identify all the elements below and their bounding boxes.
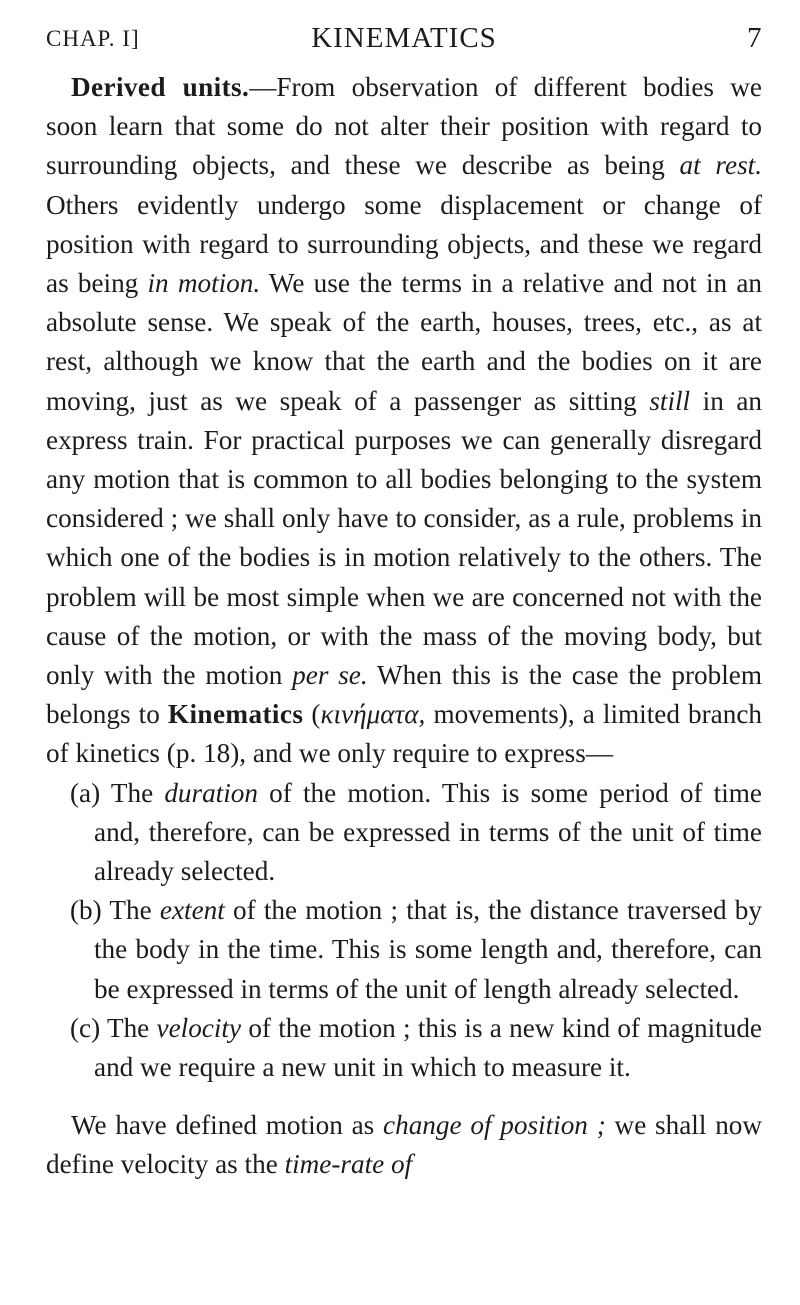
emphasis-per-se: per se. bbox=[292, 660, 368, 691]
requirements-list bbox=[46, 774, 762, 1088]
text-run: of the motion ; that is, the distance traversed by the body in the time. This is some length and, therefore, can be expressed in terms of the unit of length already selected. bbox=[94, 895, 762, 1004]
text-run: Others evidently undergo some displacement or change of position with regard to surrounding objects, and these we regard as being bbox=[46, 189, 762, 299]
emphasis-velocity: velocity bbox=[156, 1012, 242, 1043]
emphasis-in-motion: in motion. bbox=[147, 268, 261, 299]
list-item-velocity bbox=[46, 1009, 762, 1087]
body-text bbox=[46, 68, 762, 1185]
greek-word: κινήματα, bbox=[320, 699, 426, 730]
list-item-extent bbox=[46, 891, 762, 1009]
book-page bbox=[46, 22, 762, 1185]
text-run: ( bbox=[303, 699, 321, 730]
running-head bbox=[46, 22, 762, 62]
emphasis-still: still bbox=[649, 385, 691, 416]
text-run: The bbox=[101, 895, 160, 926]
text-run: The bbox=[100, 1012, 157, 1043]
emphasis-extent: extent bbox=[159, 895, 225, 926]
page-number: 7 bbox=[747, 22, 762, 54]
term-kinematics: Kinematics bbox=[167, 699, 304, 730]
paragraph-velocity-definition bbox=[46, 1106, 762, 1184]
text-run: we shall now define velocity as the bbox=[46, 1110, 763, 1180]
text-run: —From observation of different bodies we soon learn that some do not alter their position with regard to surrounding objects, and these we describe as being bbox=[46, 72, 762, 181]
emphasis-time-rate: time-rate of bbox=[284, 1149, 413, 1180]
text-run: When this is the case the problem belongs to bbox=[46, 660, 763, 730]
chapter-label: CHAP. I] bbox=[46, 26, 140, 51]
text-run: in an express train. For practical purposes we can generally disregard any motion that is common to all bodies belonging to the system considered ; we shall only have to consider, as a rule, problems in which one of the bodies is in motion relatively to the others. The problem will be most simple when we are concerned not with the cause of the motion, or with the mass of the moving body, but only with the motion bbox=[46, 385, 762, 691]
text-run: We have defined motion as bbox=[71, 1110, 384, 1141]
text-run: of the motion. This is some period of time and, therefore, can be expressed in terms of the unit of time already selected. bbox=[94, 777, 762, 887]
emphasis-change-of-position: change of position ; bbox=[383, 1110, 606, 1141]
list-item-duration bbox=[46, 774, 762, 892]
emphasis-duration: duration bbox=[164, 777, 258, 808]
running-title: KINEMATICS bbox=[311, 22, 497, 54]
section-heading: Derived units. bbox=[71, 72, 250, 102]
list-marker: (c) bbox=[70, 1012, 101, 1043]
text-run: The bbox=[100, 777, 165, 808]
list-marker: (a) bbox=[70, 777, 101, 808]
text-run: We use the terms in a relative and not in an absolute sense. We speak of the earth, houses, trees, etc., as at rest, although we know that the earth and the bodies on it are moving, just as we speak of a passenger as sitting bbox=[46, 268, 762, 416]
emphasis-at-rest: at rest. bbox=[679, 150, 762, 181]
text-run: movements), a limited branch of kinetics (p. 18), and we only require to express— bbox=[46, 699, 762, 769]
paragraph-derived-units bbox=[46, 68, 762, 774]
text-run: of the motion ; this is a new kind of magnitude and we require a new unit in which to measure it. bbox=[94, 1012, 762, 1083]
list-marker: (b) bbox=[70, 895, 102, 926]
